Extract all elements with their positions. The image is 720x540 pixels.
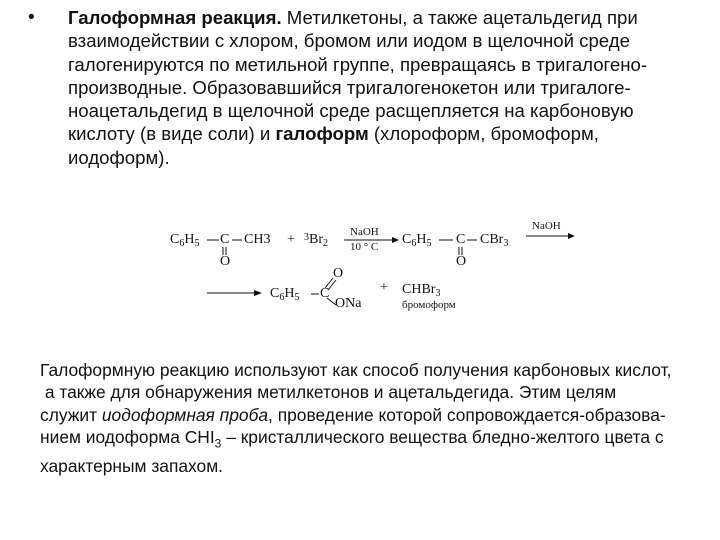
intro-line-7: иодоформ).: [68, 146, 170, 168]
oxygen-2: O: [456, 254, 467, 269]
reaction-scheme: [170, 210, 590, 310]
usage-line-4: нием иодоформа $СНI_3$ – кристаллического вещества бледно-желтого цвета с: [40, 426, 664, 451]
intro-line-4: производные. Образовавшийся тригалогенокетон или тригалоге-: [68, 76, 631, 98]
plus-sign-2: +: [380, 280, 388, 295]
intro-line-5: ноацетальдегид в щелочной среде расщепляется на карбоновую: [68, 100, 634, 122]
intro-line-1: Галоформная реакция. Метилкетоны, а также ацетальдегид при: [68, 7, 638, 28]
oxygen-1: O: [220, 254, 231, 269]
usage-paragraph: [40, 359, 710, 477]
plus-sign-1: +: [287, 232, 295, 247]
methyl-group: CH3: [244, 232, 271, 247]
term-haloform: галоформ: [275, 123, 369, 145]
naoh-label-1: NaOH: [350, 226, 379, 238]
usage-line-5: характерным запахом.: [40, 455, 224, 476]
bullet-marker: •: [28, 7, 35, 28]
phenyl-3: $C_6H_5$: [270, 286, 300, 303]
carboxylate-carbon: C: [320, 286, 330, 301]
phenyl-2: $C_6H_5$: [402, 232, 432, 249]
bromoform-label: бромоформ: [402, 299, 456, 311]
sodium-oxide-group: ONa: [335, 296, 362, 311]
bromine-reagent: $^3Br_2$: [304, 232, 328, 249]
usage-line-3: служит иодоформная проба, проведение которой сопровождается-образова-: [40, 404, 666, 425]
carbonyl-carbon-2: C: [456, 232, 466, 247]
term-iodoform-test: иодоформная проба: [101, 404, 269, 425]
phenyl-1: $C_6H_5$: [170, 232, 200, 249]
term-haloform-reaction: Галоформная реакция.: [68, 7, 282, 28]
oxygen-top: O: [333, 266, 344, 281]
naoh-label-2: NaOH: [532, 220, 561, 232]
intro-paragraph: [68, 6, 708, 169]
tribromomethyl-group: CBr$_3$: [480, 232, 509, 249]
intro-line-3: галогенируются по метильной группе, превращаясь в тригалогено-: [68, 53, 648, 75]
temperature-label: 10 ° C: [350, 241, 379, 253]
bromoform-formula: CHBr$_3$: [402, 282, 441, 299]
intro-line-2: взаимодействии с хлором, бромом или иодом в щелочной среде: [68, 30, 630, 52]
carbonyl-carbon-1: C: [220, 232, 230, 247]
usage-line-2: а также для обнаружения метилкетонов и ацетальдегида. Этим целям: [40, 382, 617, 403]
intro-line-6: кислоту (в виде соли) и галоформ (хлороформ, бромоформ,: [68, 123, 599, 145]
usage-line-1: Галоформную реакцию используют как способ получения карбоновых кислот,: [40, 360, 672, 380]
